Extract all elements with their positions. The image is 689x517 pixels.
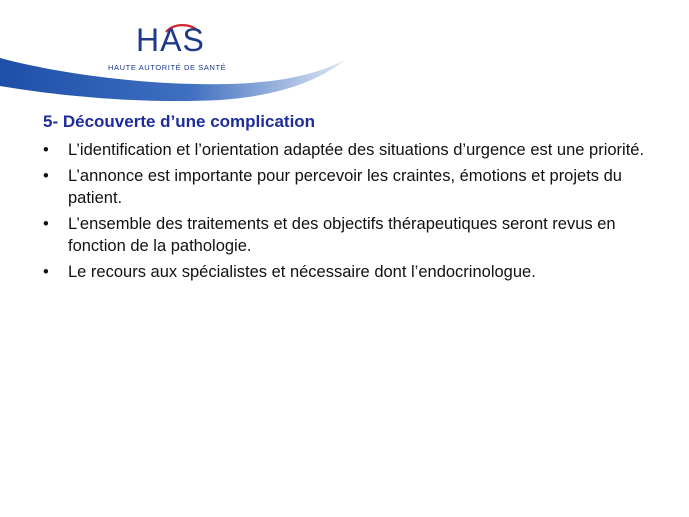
list-item bbox=[43, 213, 653, 257]
bullet-text: L’ensemble des traitements et des objectifs thérapeutiques seront revus en fonction de la pathologie. bbox=[68, 215, 616, 255]
logo-subtitle: HAUTE AUTORITÉ DE SANTÉ bbox=[108, 63, 227, 72]
has-logo bbox=[108, 22, 248, 78]
bullet-text: L’annonce est importante pour percevoir les craintes, émotions et projets du patient. bbox=[68, 167, 622, 207]
slide-content bbox=[43, 111, 653, 287]
list-item bbox=[43, 139, 653, 161]
bullet-list bbox=[43, 139, 653, 283]
section-title: 5- Découverte d’une complication bbox=[43, 112, 316, 131]
list-item bbox=[43, 261, 653, 283]
bullet-icon: • bbox=[43, 141, 49, 159]
bullet-icon: • bbox=[43, 167, 49, 185]
list-item bbox=[43, 165, 653, 209]
bullet-text: L’identification et l’orientation adaptée des situations d’urgence est une priorité. bbox=[68, 141, 645, 159]
logo-letters: HAS bbox=[136, 22, 205, 58]
bullet-icon: • bbox=[43, 215, 49, 233]
header-swoosh-decoration bbox=[0, 0, 689, 110]
bullet-icon: • bbox=[43, 263, 49, 281]
bullet-text: Le recours aux spécialistes et nécessaire dont l’endocrinologue. bbox=[68, 263, 536, 281]
